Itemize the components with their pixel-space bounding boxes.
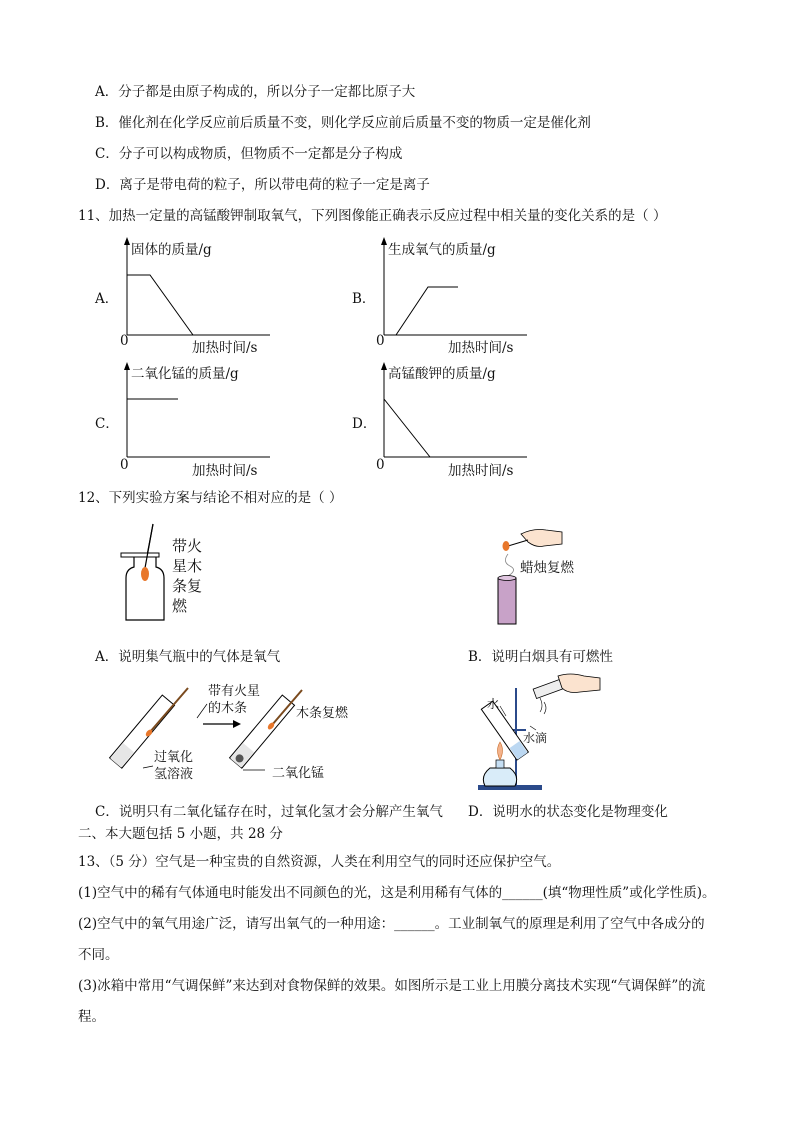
fig-d-label1: 水	[487, 697, 500, 711]
graph-b-y-arrow	[381, 237, 387, 245]
q12-stem: 12、下列实验方案与结论不相对应的是（ ）	[78, 490, 343, 506]
fig-a-label: 带火星木条复燃	[172, 537, 203, 615]
q13-part1: (1)空气中的稀有气体通电时能发出不同颜色的光，这是利用稀有气体的______(填“物理性质”或化学性质)。	[78, 885, 716, 901]
fig-c-label1a: 带有火星	[208, 684, 261, 699]
graph-c-xlabel: 加热时间/s	[192, 463, 258, 479]
q10-option-c: C．分子可以构成物质，但物质不一定都是分子构成	[95, 146, 403, 162]
fig-c-label4: 二氧化锰	[272, 766, 325, 781]
graph-c-ylabel: 二氧化锰的质量/g	[131, 366, 239, 382]
graph-b-xlabel: 加热时间/s	[448, 340, 514, 356]
fig-c-label1b: 的木条	[208, 701, 248, 716]
q10-option-b: B．催化剂在化学反应前后质量不变，则化学反应前后质量不变的物质一定是催化剂	[95, 115, 591, 131]
graph-d-curve	[384, 399, 430, 457]
fig-d-label2: 水滴	[523, 731, 548, 745]
fig-a-caption: A．说明集气瓶中的气体是氧气	[95, 649, 281, 665]
fig-c-label2: 木条复燃	[296, 706, 349, 721]
section-title: 二、本大题包括 5 小题，共 28 分	[78, 826, 283, 842]
fig-c-label3a: 过氧化	[154, 750, 194, 765]
graph-b-ylabel: 生成氧气的质量/g	[388, 242, 496, 258]
fig-c-caption: C．说明只有二氧化锰存在时，过氧化氢才会分解产生氧气	[95, 804, 443, 820]
q10-option-a: A．分子都是由原子构成的，所以分子一定都比原子大	[95, 84, 416, 100]
fig-b-caption: B．说明白烟具有可燃性	[468, 649, 613, 665]
fig-d-caption: D．说明水的状态变化是物理变化	[468, 804, 668, 820]
graph-d-xlabel: 加热时间/s	[448, 463, 514, 479]
fig-b-label: 蜡烛复燃	[520, 560, 574, 576]
q13-part3a: (3)冰箱中常用“气调保鲜”来达到对食物保鲜的效果。如图所示是工业上用膜分离技术实现“气调保鲜”的流	[78, 978, 706, 994]
q10-option-d: D．离子是带电荷的粒子，所以带电荷的粒子一定是离子	[95, 177, 430, 193]
q13-part2b: 不同。	[78, 947, 119, 963]
graph-a-origin: 0	[120, 333, 129, 349]
graph-c-y-arrow	[124, 362, 130, 370]
graph-d-letter: D．	[352, 416, 377, 432]
graph-b-origin: 0	[376, 333, 385, 349]
graph-a-ylabel: 固体的质量/g	[131, 242, 212, 258]
graph-b-curve	[396, 287, 458, 335]
q13-part2a: (2)空气中的氧气用途广泛，请写出氧气的一种用途：______。工业制氧气的原理是利用了空气中各成分的	[78, 916, 705, 932]
graph-c-letter: C．	[95, 416, 119, 432]
graph-c-origin: 0	[120, 457, 129, 473]
graph-a-xlabel: 加热时间/s	[192, 340, 258, 356]
gas-jar-figure	[118, 522, 178, 627]
q13-part3b: 程。	[78, 1009, 105, 1025]
q11-stem: 11、加热一定量的高锰酸钾制取氧气，下列图像能正确表示反应过程中相关量的变化关系的是（ ）	[78, 208, 667, 224]
graph-d-y-arrow	[381, 362, 387, 370]
graph-d-ylabel: 高锰酸钾的质量/g	[388, 366, 496, 382]
graph-d-origin: 0	[376, 457, 385, 473]
fig-c-label3b: 氢溶液	[154, 767, 194, 782]
graph-a-curve	[127, 275, 193, 335]
graph-a-letter: A．	[95, 291, 119, 307]
graph-b-letter: B．	[352, 291, 376, 307]
graph-a-y-arrow	[124, 237, 130, 245]
q13-stem: 13、（5 分）空气是一种宝贵的自然资源，人类在利用空气的同时还应保护空气。	[78, 854, 561, 870]
